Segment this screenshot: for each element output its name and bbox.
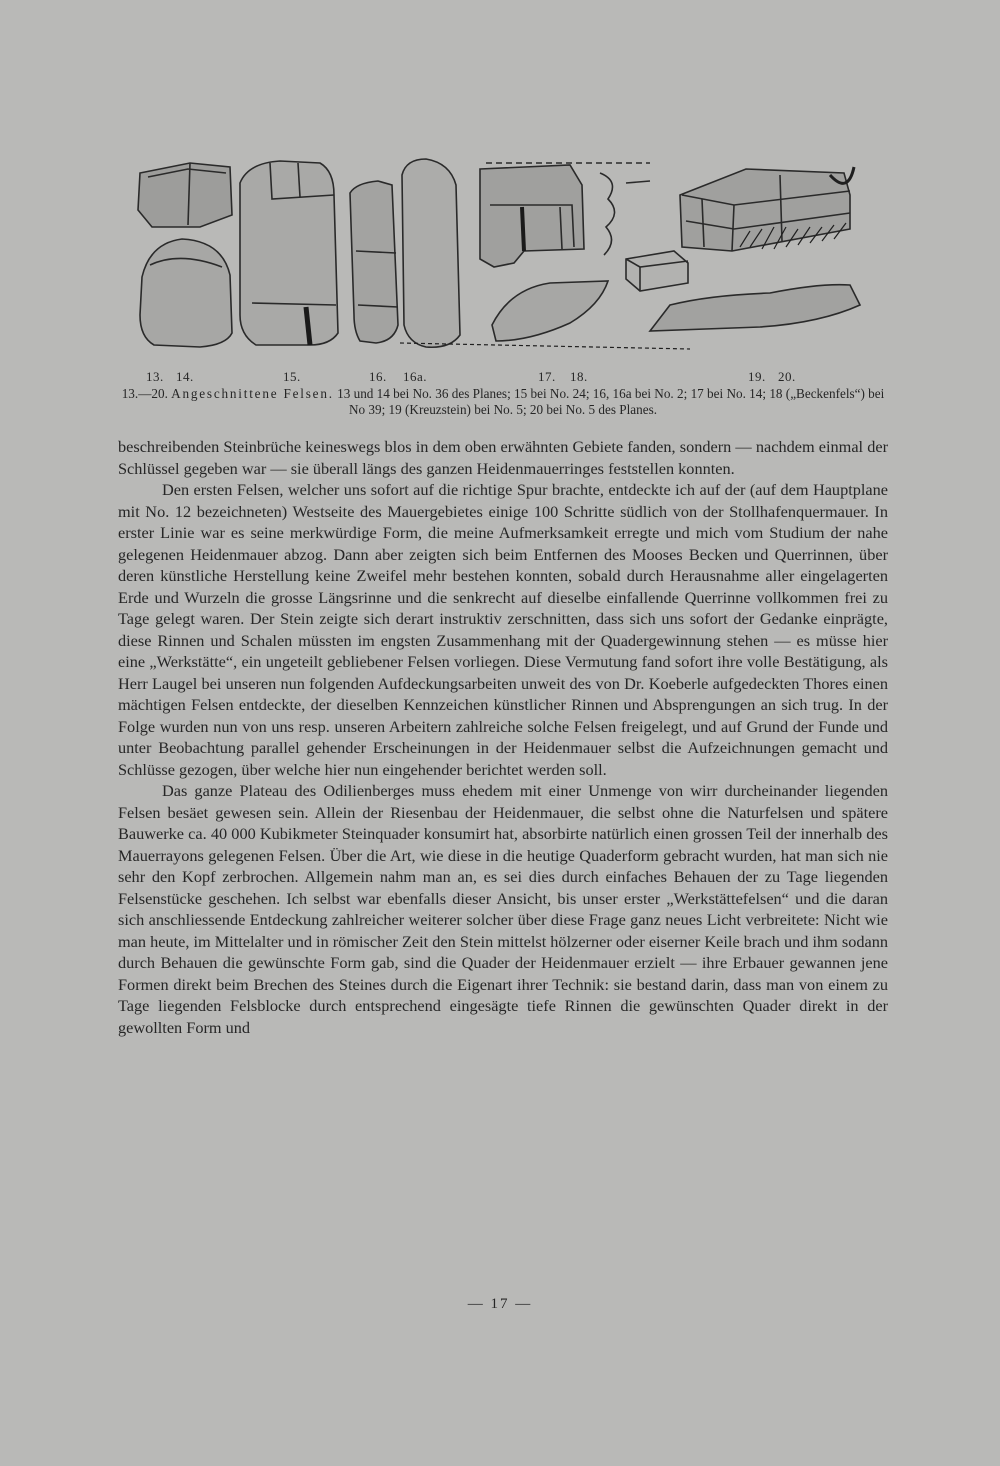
rock-15-drawing: [240, 161, 338, 345]
page-number: — 17 —: [467, 1296, 533, 1312]
fig-label-18: 18.: [570, 369, 588, 384]
rock-20-drawing: [680, 167, 854, 251]
figure-caption: [118, 386, 888, 417]
fig-label-17: 17.: [538, 369, 556, 384]
fig-label-19: 19.: [748, 369, 766, 384]
rock-13-drawing: [138, 163, 232, 227]
rock-16a-drawing: [402, 159, 460, 347]
caption-details: 13 und 14 bei No. 36 des Planes; 15 bei No. 24; 16, 16a bei No. 2; 17 bei No. 14; 18 („Beckenfels“) bei No 39; 19 (Kreuzstein) bei No. 5; 20 bei No. 5 des Planes.: [337, 386, 885, 417]
body-text: [118, 436, 888, 1038]
rock-14-drawing: [140, 239, 232, 347]
fig-label-20: 20.: [778, 369, 796, 384]
fig-label-16a: 16a.: [403, 369, 428, 384]
fig-label-13: 13.: [146, 369, 164, 384]
rock-17-drawing: [480, 165, 584, 267]
fig-label-14: 14.: [176, 369, 194, 384]
rock-16-drawing: [350, 181, 398, 343]
figure-cut-rocks-illustration: [130, 155, 865, 365]
figure-number-labels: [0, 369, 1000, 387]
fig-label-15: 15.: [283, 369, 301, 384]
paragraph: Den ersten Felsen, welcher uns sofort auf die richtige Spur brachte, entdeckte ich auf der (auf dem Hauptplane mit No. 12 bezeichneten) Westseite des Mauergebietes einige 100 Schritte südlich von der Stollhafenquermauer. In erster Linie war es seine merkwürdige Form, die meine Aufmerksamkeit erregte und mich vom Studium der nahe gelegenen Heidenmauer abzog. Dann aber zeigten sich beim Entfernen des Mooses Becken und Querrinnen, über deren künstliche Herstellung keine Zweifel mehr bestehen konnten, sobald durch Herausnahme aller eingelagerten Erde und Wurzeln die grosse Längsrinne und die senkrecht auf dieselbe einfallende Querrinne vollkommen frei zu Tage gelegt waren. Der Stein zeigte sich derart instruktiv zerschnitten, dass sich uns sofort der Gedanke einprägte, diese Rinnen und Schalen müssten im engsten Zusammenhang mit der Quadergewinnung stehen — es müsse hier eine „Werkstätte“, ein ungeteilt gebliebener Felsen vorliegen. Diese Vermutung fand sofort ihre volle Bestätigung, als Herr Laugel bei unseren nun folgenden Aufdeckungsarbeiten unweit des von Dr. Koeberle aufgedeckten Thores einen mächtigen Felsen entdeckte, der dieselben Kennzeichen künstlicher Rinnen und Absprengungen an sich trug. In der Folge wurden nun von uns resp. unseren Arbeitern zahlreiche solche Felsen freigelegt, und auf Grund der Funde und unter Beobachtung parallel gehender Erscheinungen in der Heidenmauer selbst die Aufzeichnungen gemacht und Schlüsse gezogen, über welche hier nun eingehender berichtet werden soll.: [118, 480, 888, 779]
caption-title: Angeschnittene Felsen.: [171, 386, 334, 401]
caption-lead: 13.—20.: [121, 386, 168, 401]
rock-19-drawing: [626, 251, 860, 331]
paragraph: beschreibenden Steinbrüche keineswegs blos in dem oben erwähnten Gebiete fanden, sondern — nachdem einmal der Schlüssel gegeben war — sie überall längs des ganzen Heidenmauerringes feststellen konnten.: [118, 437, 888, 478]
fig-label-16: 16.: [369, 369, 387, 384]
paragraph: Das ganze Plateau des Odilienberges muss ehedem mit einer Unmenge von wirr durcheinander liegenden Felsen besäet gewesen sein. Allein der Riesenbau der Heidenmauer, die selbst ohne die Naturfelsen und spätere Bauwerke ca. 40 000 Kubikmeter Steinquader konsumirt hat, absorbirte natürlich einen grossen Teil der innerhalb des Mauerrayons gelegenen Felsen. Über die Art, wie diese in die heutige Quaderform gebracht wurden, hat man sich nie sehr den Kopf zerbrochen. Allgemein nahm man an, es sei dies durch einfaches Behauen der zu Tage liegenden Felsenstücke geschehen. Ich selbst war ebenfalls dieser Ansicht, bis unser erster „Werkstättefelsen“ und die daran sich anschliessende Entdeckung zahlreicher weiterer solcher über diese Frage ganz neues Licht verbreitete: Nicht wie man heute, im Mittelalter und in römischer Zeit den Stein mittelst hölzerner oder eiserner Keile brach und ihm sodann durch Behauen die gewünschte Form gab, sind die Quader der Heidenmauer erzielt — ihre Erbauer gewannen jene Formen direkt beim Brechen des Steines durch die Eigenart ihrer Technik: sie bestand darin, dass man von einem zu Tage liegenden Felsblocke durch entsprechend eingesägte tiefe Rinnen die gewünschten Quader direkt in der gewollten Form und: [118, 781, 888, 1037]
